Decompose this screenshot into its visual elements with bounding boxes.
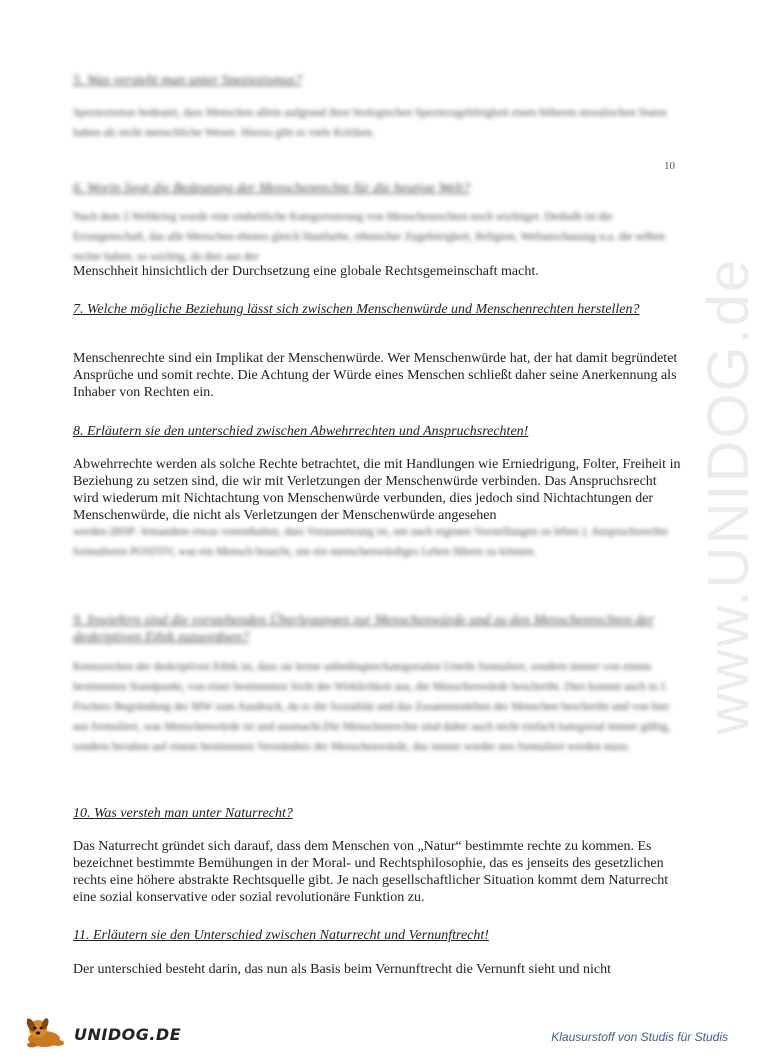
logo-text: UNIDOG.DE bbox=[74, 1025, 182, 1044]
question-8-answer-blurred: werden (BSP: Jemandem etwas vorenthalten, dass Voraussetzung ist, um nach eigenen Vorstellungen zu leben ). Anspruchsrechte formulieren POSITIV, was ein Mensch braucht, um ein menschenwürdiges Leben führen zu können. bbox=[73, 526, 669, 558]
question-8-title: 8. Erläutern sie den unterschied zwischen Abwehrrechten und Anspruchsrechten! bbox=[73, 424, 529, 439]
question-6-title: 6. Worin liegt die Bedeutung der Menschenrechte für die heutige Welt? bbox=[73, 181, 470, 196]
page-number: 10 bbox=[664, 160, 675, 172]
question-8-answer-visible: Abwehrrechte werden als solche Rechte betrachtet, die mit Handlungen wie Erniedrigung, Folter, Freiheit in Beziehung zu setzen sind, die wir mit Verletzungen der Menschenwürde verbinden. Das Anspruchsrecht wird wiederum mit Nichtachtung von Menschenwürde verbunden, dies jedoch sind Nichtachtungen der Menschenwürde, die nicht als Verletzungen der Menschenwürde angesehen bbox=[73, 457, 681, 523]
question-11-answer: Der unterschied besteht darin, das nun als Basis beim Vernunftrecht die Vernunft sieht und nicht bbox=[73, 962, 611, 977]
question-11-title: 11. Erläutern sie den Unterschied zwischen Naturrecht und Vernunftrecht! bbox=[73, 928, 489, 943]
question-10-title: 10. Was versteh man unter Naturrecht? bbox=[73, 806, 293, 821]
question-9-title: 9. Inwiefern sind die vorstehenden Überlegungen zur Menschenwürde und zu den Menschenrechten der deskriptiven Ethik zuzuordnen? bbox=[73, 613, 654, 645]
question-5-title: 5. Was versteht man unter Speziezismus? bbox=[73, 73, 302, 88]
question-7-title: 7. Welche mögliche Beziehung lässt sich zwischen Menschenwürde und Menschenrechten herstellen? bbox=[73, 302, 640, 317]
question-9-answer: Kennzeichen der deskriptiven Ethik ist, dass sie keine unbedingten/kategorialen Urteile formuliert, sondern immer von einem bestimmten Standpunkt, von einer bestimmten Sicht der Wirklichkeit aus, die Menschenwürde beschreibt. Dies kommt auch in J. Fischers Begründung der MW zum Ausdruck, da er die Sozialität und das Zusammenleben der Menschen beschreibt und von hier aus formuliert, was Menschenwürde ist und ausmacht.Die Menschenrechte sind daher auch nicht einfach kategorial immer gültig, sondern beruhen auf einem bestimmten Verständnis der Menschenwürde, das immer wieder neu formuliert werden muss. bbox=[73, 661, 671, 753]
dog-mascot-icon bbox=[22, 1015, 72, 1049]
watermark: www.UNIDOG.de bbox=[696, 257, 761, 735]
unidog-logo[interactable] bbox=[22, 1015, 182, 1049]
question-5-answer: Speziezismus bedeutet, dass Menschen allein aufgrund ihrer biologischen Speziezugehörigkeit einen höheren moralischen Status haben als nicht menschliche Wesen. Hierzu gibt es viele Kritiken. bbox=[73, 107, 667, 139]
footer-tagline: Klausurstoff von Studis für Studis bbox=[551, 1030, 728, 1044]
question-7-answer: Menschenrechte sind ein Implikat der Menschenwürde. Wer Menschenwürde hat, der hat damit begründetet Ansprüche und somit rechte. Die Achtung der Würde eines Menschen schließt daher seine Anerkennung als Inhaber von Rechten ein. bbox=[73, 351, 678, 400]
question-6-answer-blurred: Nach dem 2.Weltkrieg wurde eine einheitliche Kategorisierung von Menschenrechten noch wichtiger. Deshalb ist die Errungenschaft, das alle Menschen ebenso gleich Hautfarbe, ethnischer Zugehörigkeit, Religion, Weltanschauung u.a. die selben rechte haben, so wichtig, da dies aus der bbox=[73, 211, 665, 263]
question-6-answer-visible: Menschheit hinsichtlich der Durchsetzung eine globale Rechtsgemeinschaft macht. bbox=[73, 264, 539, 279]
question-10-answer: Das Naturrecht gründet sich darauf, dass dem Menschen von „Natur“ bestimmte rechte zu kommen. Es bezeichnet bestimmte Bemühungen in der Moral- und Rechtsphilosophie, das es jenseits des gesetzlichen rechts eine höhere abstrakte Rechtsquelle gibt. Je nach gesellschaftlicher Situation kommt dem Naturrecht eine sozial konservative oder sozial revolutionäre Funktion zu. bbox=[73, 839, 669, 905]
